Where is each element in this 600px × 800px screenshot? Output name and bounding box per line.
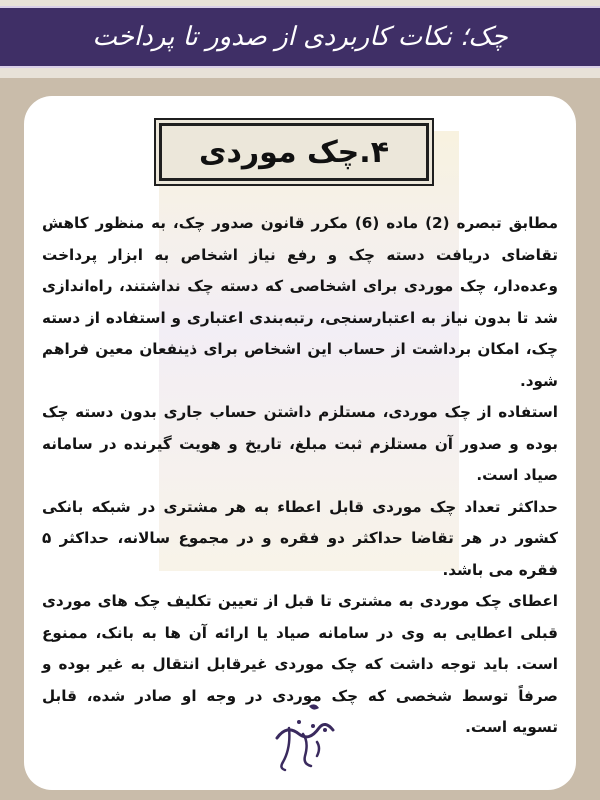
- signature-logo-icon: [259, 698, 349, 778]
- header-banner: [0, 6, 600, 68]
- body-text: [42, 208, 558, 744]
- paragraph-4: اعطای چک موردی به مشتری تا قبل از تعیین تکلیف چک های موردی قبلی اعطایی به وی در سامانه صیاد یا ارائه آن ها به بانک، ممنوع است. باید توجه داشت که چک موردی غیرقابل انتقال به غیر بوده و صرفاً توسط شخصی که چک موردی در وجه او صادر شده، قابل تسویه است.: [42, 592, 558, 736]
- paragraph-2: استفاده از چک موردی، مستلزم داشتن حساب جاری بدون دسته چک بوده و صدور آن مستلزم ثبت مبلغ، تاریخ و هویت گیرنده در سامانه صیاد است.: [42, 403, 558, 484]
- paragraph-3: حداکثر تعداد چک موردی قابل اعطاء به هر مشتری در شبکه بانکی کشور در هر تقاضا حداکثر دو فقره و در مجموع سالانه، حداکثر ۵ فقره می باشد.: [42, 497, 558, 579]
- section-title: ۴.چک موردی: [198, 134, 390, 170]
- content-card: [24, 96, 576, 790]
- section-title-box: [159, 123, 429, 181]
- paragraph-1: مطابق تبصره (2) ماده (6) مکرر قانون صدور چک، به منظور کاهش تقاضای دریافت دسته چک و رفع نیاز اشخاص به ابزار پرداخت وعده‌دار، چک موردی برای اشخاصی که دسته چک نداشتند، راه‌اندازی شد تا بدون نیاز به اعتبارسنجی، رتبه‌بندی اعتباری و استفاده از دسته چک، امکان برداشت از حساب این اشخاص برای ذینفعان معین فراهم شود.: [42, 214, 558, 390]
- header-title: چک؛ نکات کاربردی از صدور تا پرداخت: [92, 22, 508, 52]
